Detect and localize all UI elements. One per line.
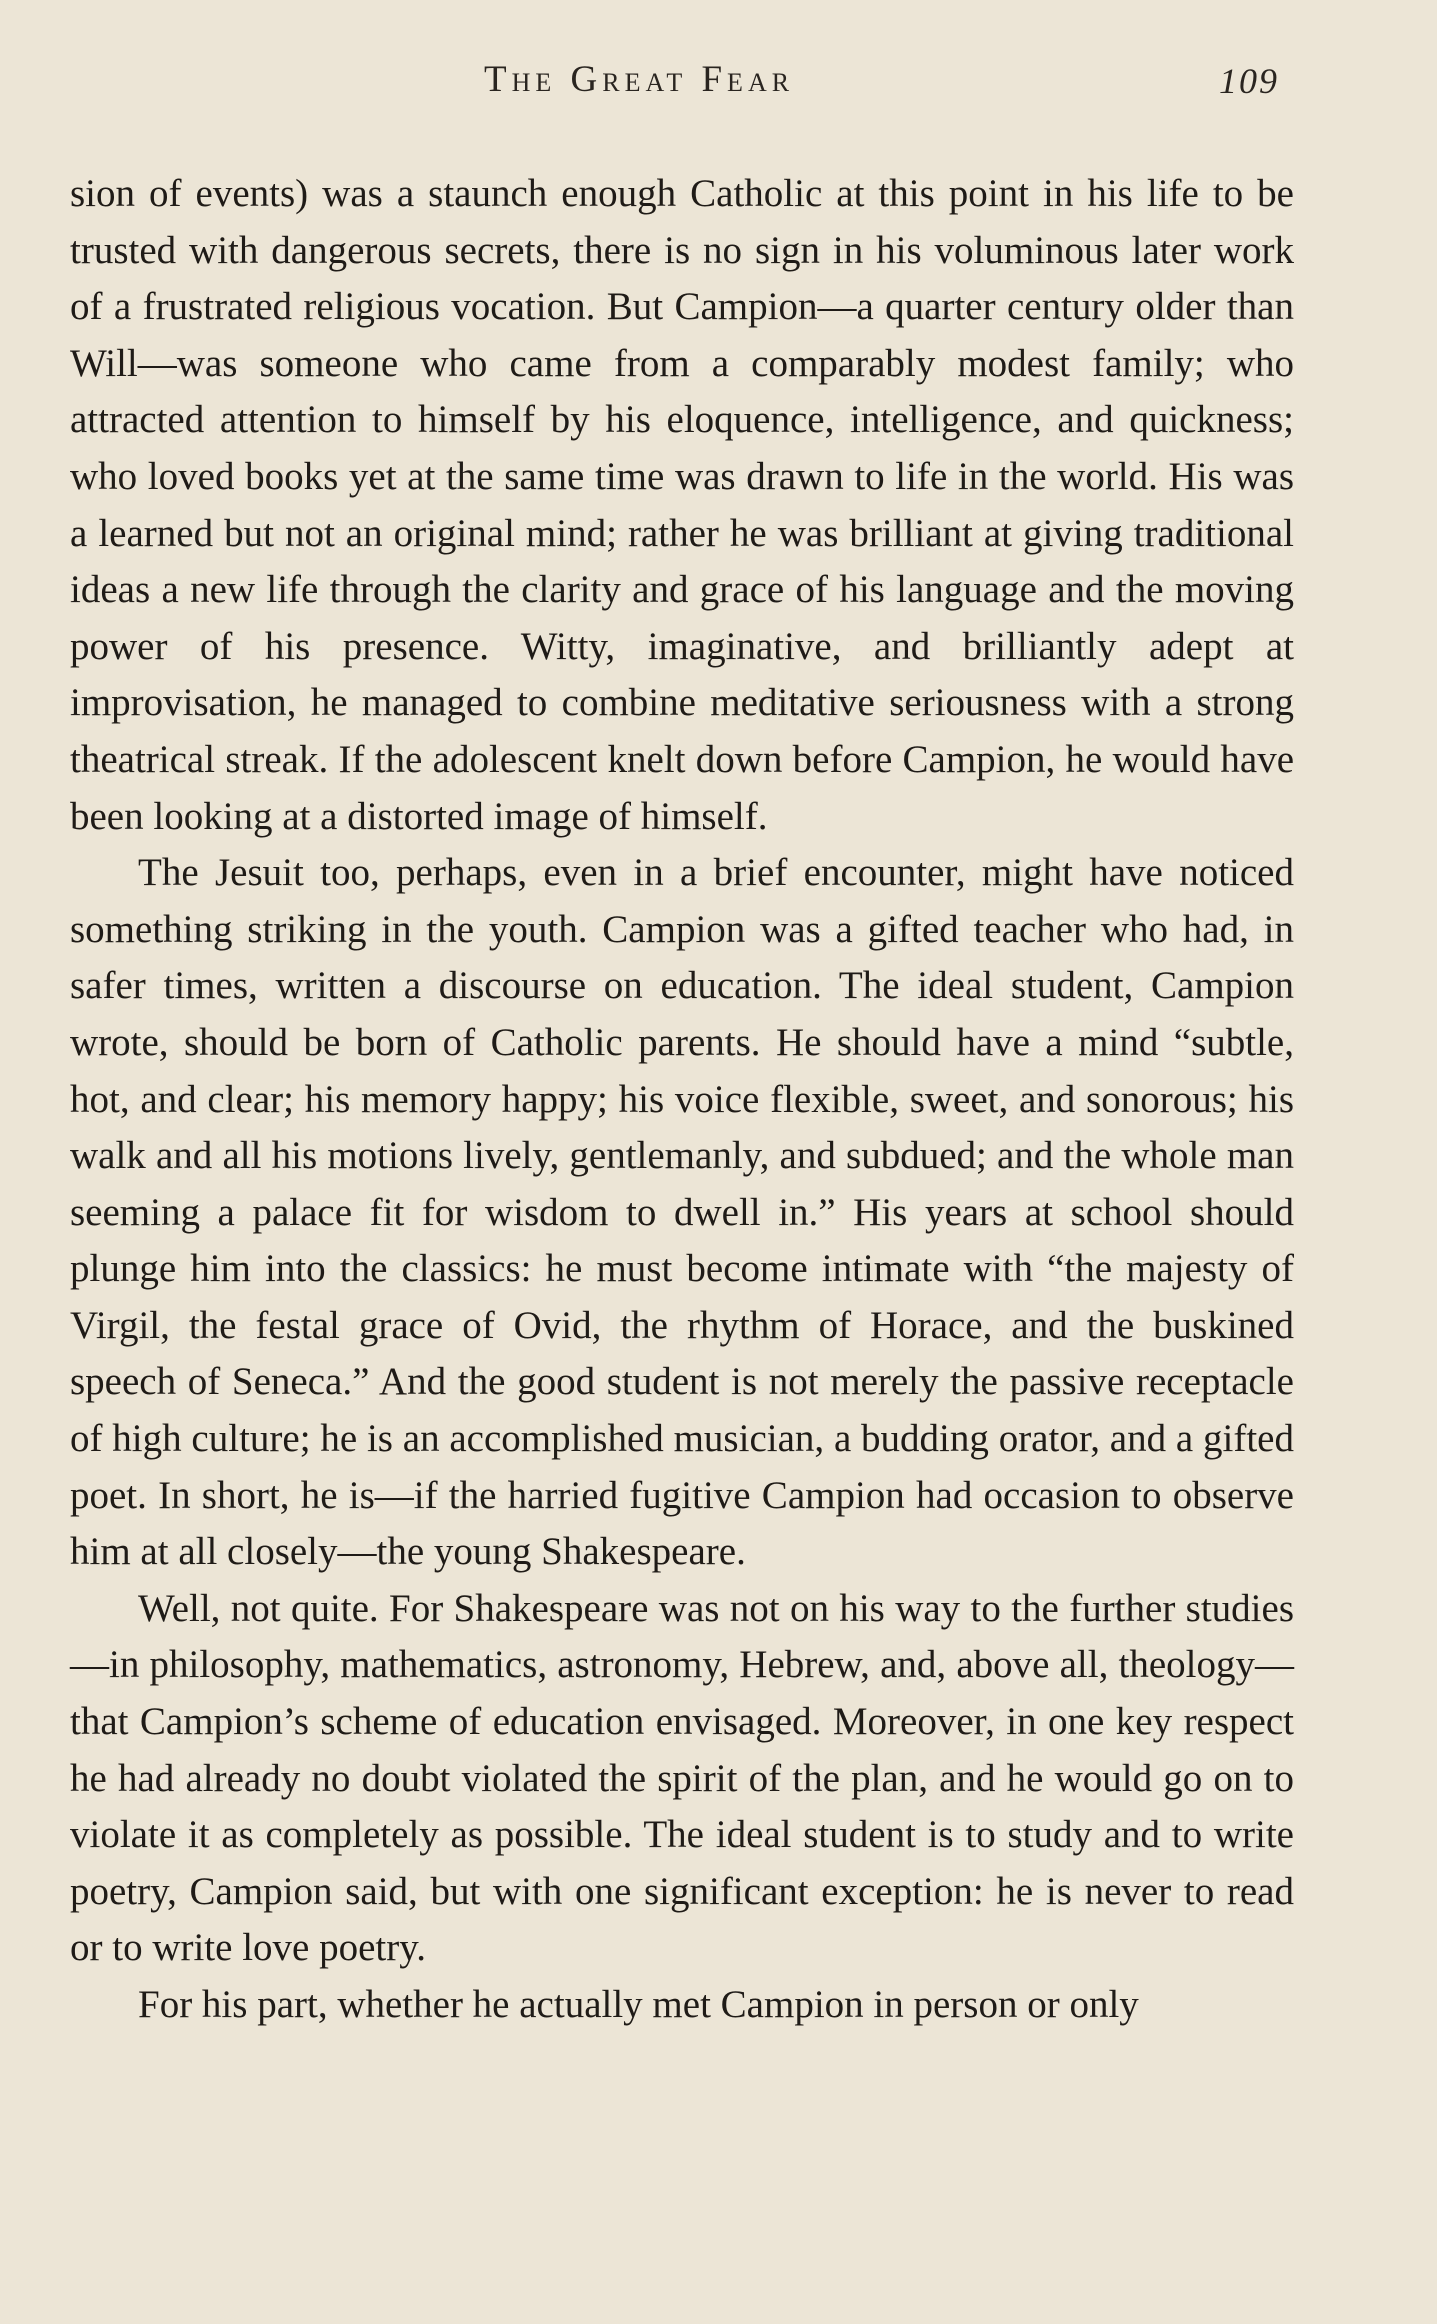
body-text [70, 166, 1294, 2034]
running-head [0, 58, 1437, 108]
page-number: 109 [1219, 61, 1279, 101]
paragraph-continued: sion of events) was a staunch enough Catholic at this point in his life to be trusted with dangerous secrets, there is no sign in his voluminous later work of a frustrated religious vocation. But Campion—a quarter century older than Will—was someone who came from a comparably modest family; who attracted attention to himself by his eloquence, intelligence, and quickness; who loved books yet at the same time was drawn to life in the world. His was a learned but not an original mind; rather he was brilliant at giving traditional ideas a new life through the clarity and grace of his language and the moving power of his presence. Witty, imaginative, and brilliantly adept at improvisation, he managed to combine meditative seriousness with a strong theatrical streak. If the adolescent knelt down before Campion, he would have been looking at a distorted image of himself. [70, 172, 1294, 838]
paragraph-not-quite: Well, not quite. For Shakespeare was not on his way to the further studies—in philosophy, mathematics, astronomy, Hebrew, and, above all, theology—that Campion’s scheme of education envisaged. Moreover, in one key respect he had already no doubt violated the spirit of the plan, and he would go on to violate it as completely as possible. The ideal student is to study and to write poetry, Campion said, but with one significant exception: he is never to read or to write love poetry. [70, 1586, 1294, 1970]
paragraph-for-his-part: For his part, whether he actually met Campion in person or only [138, 1983, 1139, 2026]
running-title: The Great Fear [484, 59, 795, 100]
paragraph-jesuit: The Jesuit too, perhaps, even in a brief encounter, might have noticed something striking in the youth. Campion was a gifted teacher who had, in safer times, written a discourse on education. The ideal student, Campion wrote, should be born of Catholic parents. He should have a mind “subtle, hot, and clear; his memory happy; his voice flexible, sweet, and sonorous; his walk and all his motions lively, gentlemanly, and subdued; and the whole man seeming a palace fit for wisdom to dwell in.” His years at school should plunge him into the classics: he must become intimate with “the majesty of Virgil, the festal grace of Ovid, the rhythm of Horace, and the buskined speech of Seneca.” And the good student is not merely the passive receptacle of high culture; he is an accomplished musician, a budding orator, and a gifted poet. In short, he is—if the harried fugitive Campion had occasion to observe him at all closely—the young Shakespeare. [70, 851, 1294, 1574]
